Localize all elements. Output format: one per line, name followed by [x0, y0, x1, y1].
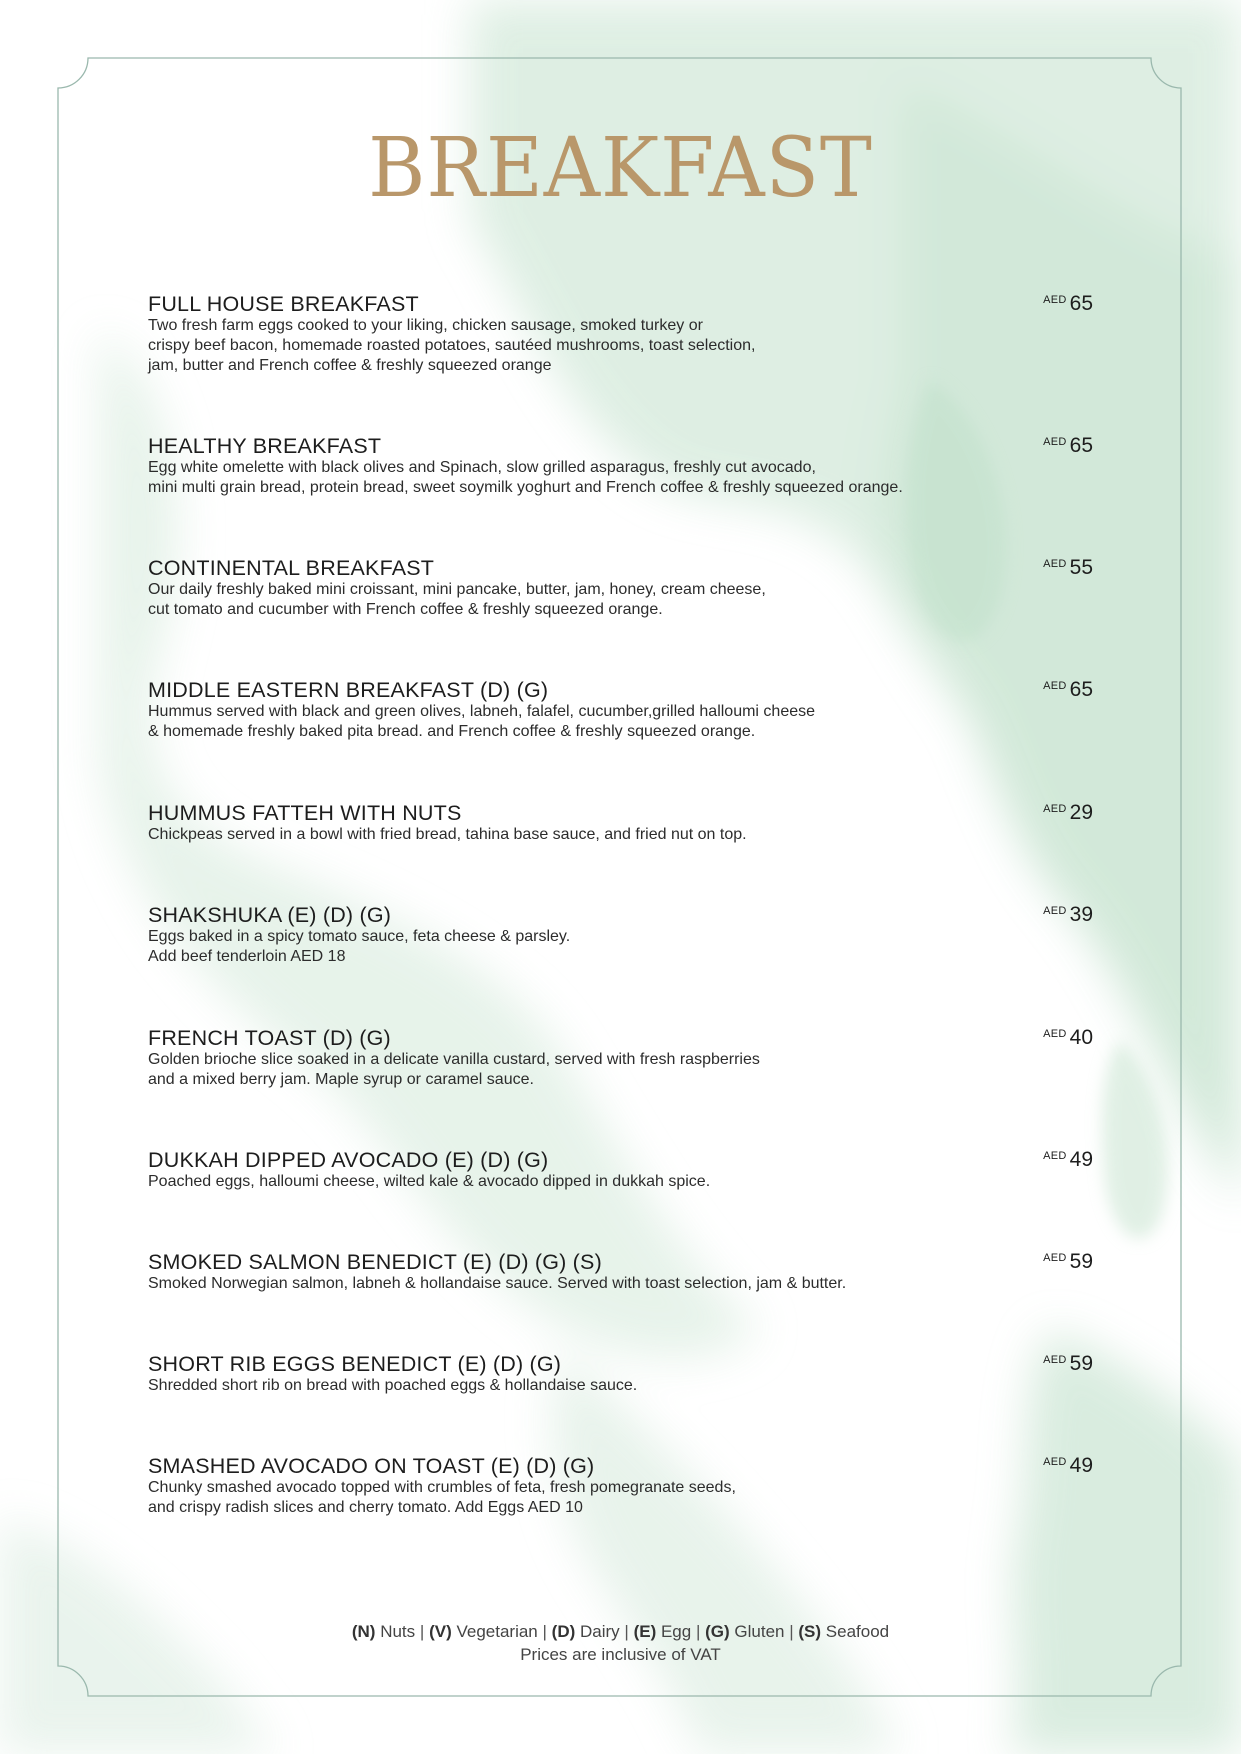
- menu-item: [148, 1148, 1093, 1192]
- menu-item-price: [1043, 1454, 1093, 1478]
- legend-code: (D): [551, 1622, 576, 1641]
- vat-note: Prices are inclusive of VAT: [520, 1645, 721, 1664]
- price-currency: AED: [1043, 1252, 1067, 1264]
- menu-item-description: [148, 702, 1093, 742]
- menu-item-description: [148, 580, 1093, 620]
- price-amount: 59: [1069, 1250, 1093, 1273]
- legend-code: (E): [633, 1622, 657, 1641]
- menu-item: [148, 801, 1093, 845]
- menu-item-description-line: Add beef tenderloin AED 18: [148, 948, 346, 965]
- menu-item-description: [148, 927, 1093, 967]
- legend-separator: |: [542, 1622, 547, 1641]
- menu-item-description-line: crispy beef bacon, homemade roasted potatoes, sautéed mushrooms, toast selection,: [148, 337, 756, 354]
- price-currency: AED: [1043, 1456, 1067, 1468]
- menu-item-price: [1043, 1026, 1093, 1050]
- price-amount: 29: [1069, 801, 1093, 824]
- menu-item-name: HEALTHY BREAKFAST: [148, 434, 382, 458]
- price-currency: AED: [1043, 1354, 1067, 1366]
- legend-separator: |: [695, 1622, 701, 1641]
- price-amount: 49: [1069, 1148, 1093, 1171]
- legend-separator: |: [419, 1622, 425, 1641]
- price-currency: AED: [1043, 803, 1067, 815]
- legend-label: Vegetarian: [456, 1622, 538, 1641]
- price-amount: 49: [1069, 1454, 1093, 1477]
- price-currency: AED: [1043, 680, 1067, 692]
- menu-item-description: [148, 1172, 1093, 1192]
- menu-item-name: FULL HOUSE BREAKFAST: [148, 292, 419, 316]
- menu-item-description-line: Poached eggs, halloumi cheese, wilted kale & avocado dipped in dukkah spice.: [148, 1173, 711, 1190]
- menu-item-description-line: and crispy radish slices and cherry tomato. Add Eggs AED 10: [148, 1499, 583, 1516]
- menu-item-description-line: mini multi grain bread, protein bread, sweet soymilk yoghurt and French coffee & freshly squeezed orange.: [148, 479, 903, 496]
- menu-title: BREAKFAST: [368, 121, 873, 216]
- menu-item-description-line: and a mixed berry jam. Maple syrup or caramel sauce.: [148, 1071, 534, 1088]
- menu-item: [148, 1026, 1093, 1090]
- menu-item-description: [148, 1376, 1093, 1396]
- price-currency: AED: [1043, 558, 1067, 570]
- menu-item-name: SHORT RIB EGGS BENEDICT (E) (D) (G): [148, 1352, 562, 1376]
- menu-item-description: [148, 1050, 1093, 1090]
- legend-separator: |: [624, 1622, 629, 1641]
- legend-code: (S): [798, 1622, 822, 1641]
- price-currency: AED: [1043, 294, 1067, 306]
- menu-item-description-line: jam, butter and French coffee & freshly squeezed orange: [148, 357, 552, 374]
- price-currency: AED: [1043, 1150, 1067, 1162]
- price-amount: 55: [1069, 556, 1093, 579]
- menu-item-name: SMOKED SALMON BENEDICT (E) (D) (G) (S): [148, 1250, 602, 1274]
- price-amount: 65: [1069, 678, 1093, 701]
- menu-item-description-line: Egg white omelette with black olives and Spinach, slow grilled asparagus, freshly cut avocado,: [148, 459, 816, 476]
- menu-item-description-line: cut tomato and cucumber with French coffee & freshly squeezed orange.: [148, 601, 663, 618]
- legend-code: (N): [351, 1622, 376, 1641]
- menu-item-description-line: Chunky smashed avocado topped with crumbles of feta, fresh pomegranate seeds,: [148, 1479, 736, 1496]
- menu-item-description: [148, 458, 1093, 498]
- price-currency: AED: [1043, 436, 1067, 448]
- menu-item-price: [1043, 1250, 1093, 1274]
- menu-item: [148, 1250, 1093, 1294]
- price-amount: 40: [1069, 1026, 1093, 1049]
- price-amount: 65: [1069, 434, 1093, 457]
- menu-item-name: SMASHED AVOCADO ON TOAST (E) (D) (G): [148, 1454, 595, 1478]
- menu-item-price: [1043, 903, 1093, 927]
- menu-item-price: [1043, 292, 1093, 316]
- legend-label: Nuts: [380, 1622, 416, 1641]
- menu-item-name: HUMMUS FATTEH WITH NUTS: [148, 801, 462, 825]
- price-currency: AED: [1043, 905, 1067, 917]
- menu-item-price: [1043, 556, 1093, 580]
- menu-item-description-line: Eggs baked in a spicy tomato sauce, feta cheese & parsley.: [148, 928, 571, 945]
- price-amount: 39: [1069, 903, 1093, 926]
- menu-item-name: SHAKSHUKA (E) (D) (G): [148, 903, 392, 927]
- price-amount: 59: [1069, 1352, 1093, 1375]
- menu-item-price: [1043, 801, 1093, 825]
- menu-item-name: FRENCH TOAST (D) (G): [148, 1026, 391, 1050]
- menu-item: [148, 1352, 1093, 1396]
- menu-item: [148, 434, 1093, 498]
- menu-item-description-line: Our daily freshly baked mini croissant, mini pancake, butter, jam, honey, cream cheese,: [148, 581, 766, 598]
- legend-label: Gluten: [734, 1622, 785, 1641]
- menu-item-description-line: Hummus served with black and green olives, labneh, falafel, cucumber,grilled halloumi cheese: [148, 703, 816, 720]
- menu-item-name: MIDDLE EASTERN BREAKFAST (D) (G): [148, 678, 549, 702]
- legend-label: Dairy: [580, 1622, 620, 1641]
- dietary-legend: [0, 1620, 1241, 1666]
- menu-item-description-line: Chickpeas served in a bowl with fried bread, tahina base sauce, and fried nut on top.: [148, 826, 747, 843]
- menu-item-price: [1043, 1352, 1093, 1376]
- menu-item: [148, 292, 1093, 376]
- menu-item-price: [1043, 434, 1093, 458]
- menu-item-description: [148, 1478, 1093, 1518]
- price-currency: AED: [1043, 1028, 1067, 1040]
- dietary-codes-line: [0, 1620, 1241, 1643]
- menu-item-description-line: Golden brioche slice soaked in a delicate vanilla custard, served with fresh raspberries: [148, 1051, 760, 1068]
- menu-item-price: [1043, 678, 1093, 702]
- menu-item-price: [1043, 1148, 1093, 1172]
- menu-item-description-line: Smoked Norwegian salmon, labneh & hollandaise sauce. Served with toast selection, jam & butter.: [148, 1275, 847, 1292]
- menu-item: [148, 678, 1093, 742]
- price-amount: 65: [1069, 292, 1093, 315]
- legend-label: Seafood: [825, 1622, 890, 1641]
- menu-item: [148, 556, 1093, 620]
- menu-item-description-line: & homemade freshly baked pita bread. and French coffee & freshly squeezed orange.: [148, 723, 756, 740]
- legend-separator: |: [789, 1622, 794, 1641]
- menu-item: [148, 1454, 1093, 1518]
- menu-item-description-line: Shredded short rib on bread with poached eggs & hollandaise sauce.: [148, 1377, 638, 1394]
- legend-code: (V): [429, 1622, 452, 1641]
- legend-label: Egg: [660, 1622, 692, 1641]
- menu-item-description: [148, 1274, 1093, 1294]
- menu-item-name: CONTINENTAL BREAKFAST: [148, 556, 435, 580]
- menu-item-description: [148, 825, 1093, 845]
- menu-item-description-line: Two fresh farm eggs cooked to your liking, chicken sausage, smoked turkey or: [148, 317, 703, 334]
- menu-item-name: DUKKAH DIPPED AVOCADO (E) (D) (G): [148, 1148, 549, 1172]
- menu-item: [148, 903, 1093, 967]
- legend-code: (G): [705, 1622, 730, 1641]
- menu-item-description: [148, 316, 1093, 376]
